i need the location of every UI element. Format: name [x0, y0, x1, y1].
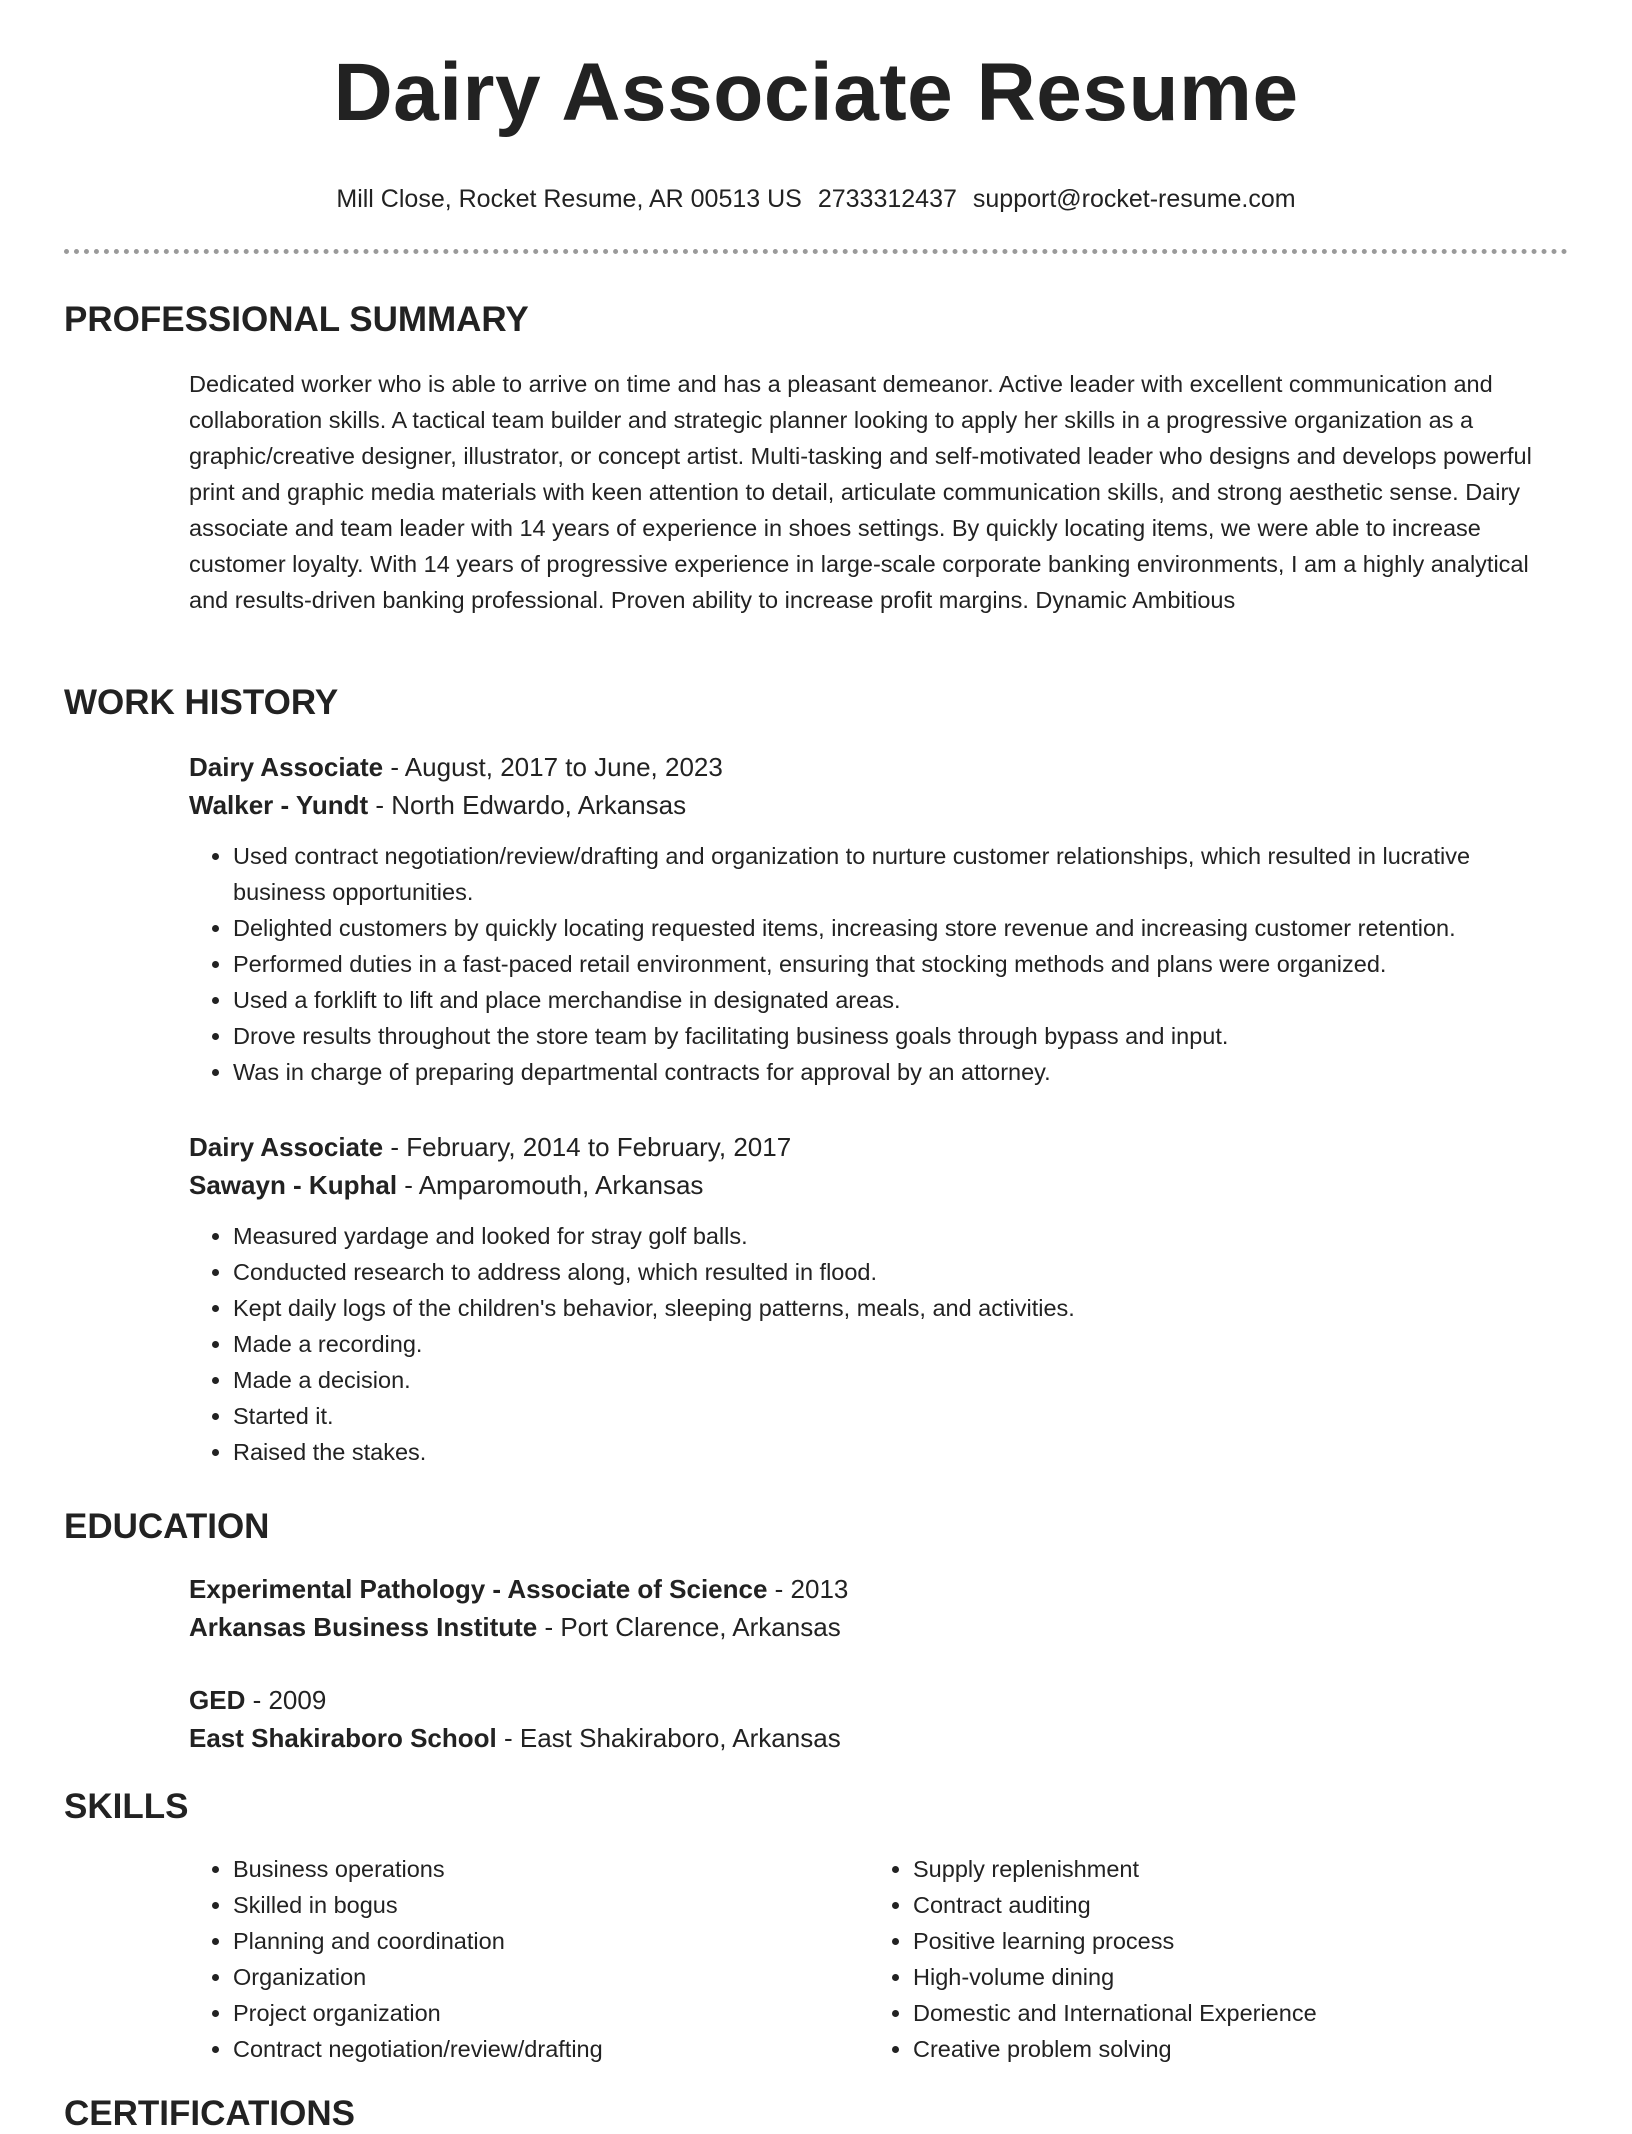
job-company: Walker - Yundt: [189, 790, 369, 820]
job-location: - Amparomouth, Arkansas: [397, 1170, 704, 1200]
list-item: • Measured yardage and looked for stray golf balls.: [233, 1218, 1564, 1254]
job-title: Dairy Associate: [189, 1132, 384, 1162]
contact-line: [0, 184, 1632, 214]
education-year: - 2009: [245, 1685, 327, 1715]
education-entry-2: [189, 1681, 1564, 1757]
education-school-line: [189, 1608, 1564, 1646]
education-school-line: [189, 1719, 1564, 1757]
job-title: Dairy Associate: [189, 752, 384, 782]
education-location: - East Shakiraboro, Arkansas: [496, 1723, 841, 1753]
job-company: Sawayn - Kuphal: [189, 1170, 398, 1200]
list-item: • High-volume dining: [913, 1959, 1533, 1995]
skills-list-right: [869, 1851, 1533, 2067]
list-item: • Organization: [233, 1959, 853, 1995]
section-title-certifications: CERTIFICATIONS: [64, 2094, 356, 2133]
list-item: • Used contract negotiation/review/drafting and organization to nurture customer relationships, which resulted in lucrative business opportunities.: [233, 838, 1564, 910]
list-item: • Business operations: [233, 1851, 853, 1887]
header-divider: [64, 249, 1568, 254]
job-location: - North Edwardo, Arkansas: [368, 790, 687, 820]
resume-title: Dairy Associate Resume: [333, 47, 1299, 138]
skills-list-left: [189, 1851, 853, 2067]
education-school: East Shakiraboro School: [189, 1723, 497, 1753]
section-title-education: EDUCATION: [64, 1507, 270, 1546]
list-item: • Skilled in bogus: [233, 1887, 853, 1923]
list-item: • Project organization: [233, 1995, 853, 2031]
list-item: • Performed duties in a fast-paced retail environment, ensuring that stocking methods and plans were organized.: [233, 946, 1564, 982]
education-degree: Experimental Pathology - Associate of Science: [189, 1574, 768, 1604]
list-item: • Used a forklift to lift and place merchandise in designated areas.: [233, 982, 1564, 1018]
list-item: • Planning and coordination: [233, 1923, 853, 1959]
job-dates: - August, 2017 to June, 2023: [383, 752, 723, 782]
education-degree: GED: [189, 1685, 246, 1715]
list-item: • Contract negotiation/review/drafting: [233, 2031, 853, 2067]
summary-block: [189, 366, 1564, 618]
education-school: Arkansas Business Institute: [189, 1612, 538, 1642]
list-item: • Made a decision.: [233, 1362, 1564, 1398]
list-item: • Delighted customers by quickly locating requested items, increasing store revenue and increasing customer retention.: [233, 910, 1564, 946]
list-item: • Conducted research to address along, which resulted in flood.: [233, 1254, 1564, 1290]
section-title-summary: PROFESSIONAL SUMMARY: [64, 300, 529, 339]
list-item: • Was in charge of preparing departmental contracts for approval by an attorney.: [233, 1054, 1564, 1090]
list-item: • Drove results throughout the store team by facilitating business goals through bypass and input.: [233, 1018, 1564, 1054]
job-bullets: [189, 838, 1564, 1090]
list-item: • Kept daily logs of the children's behavior, sleeping patterns, meals, and activities.: [233, 1290, 1564, 1326]
section-title-work-history: WORK HISTORY: [64, 683, 339, 722]
list-item: • Made a recording.: [233, 1326, 1564, 1362]
job-entry-2: [189, 1128, 1564, 1470]
list-item: • Creative problem solving: [913, 2031, 1533, 2067]
list-item: • Contract auditing: [913, 1887, 1533, 1923]
job-company-line: [189, 786, 1564, 824]
contact-phone: 2733312437: [817, 185, 957, 213]
list-item: • Raised the stakes.: [233, 1434, 1564, 1470]
education-entry-1: [189, 1570, 1564, 1646]
education-degree-line: [189, 1570, 1564, 1608]
job-entry-1: [189, 748, 1564, 1090]
list-item: • Positive learning process: [913, 1923, 1533, 1959]
list-item: • Domestic and International Experience: [913, 1995, 1533, 2031]
education-degree-line: [189, 1681, 1564, 1719]
job-bullets: [189, 1218, 1564, 1470]
education-year: - 2013: [767, 1574, 849, 1604]
section-title-skills: SKILLS: [64, 1787, 189, 1826]
job-dates: - February, 2014 to February, 2017: [383, 1132, 792, 1162]
contact-email: support@rocket-resume.com: [972, 185, 1296, 213]
list-item: • Started it.: [233, 1398, 1564, 1434]
job-company-line: [189, 1166, 1564, 1204]
contact-address: Mill Close, Rocket Resume, AR 00513 US: [336, 185, 802, 213]
summary-text: Dedicated worker who is able to arrive on time and has a pleasant demeanor. Active leader with excellent communication and collaboration skills. A tactical team builder and strategic planner looking to apply her skills in a progressive organization as a graphic/creative designer, illustrator, or concept artist. Multi-tasking and self-motivated leader who designs and develops powerful print and graphic media materials with keen attention to detail, articulate communication skills, and strong aesthetic sense. Dairy associate and team leader with 14 years of experience in shoes settings. By quickly locating items, we were able to increase customer loyalty. With 14 years of progressive experience in large-scale corporate banking environments, I am a highly analytical and results-driven banking professional. Proven ability to increase profit margins. Dynamic Ambitious: [189, 371, 1532, 613]
list-item: • Supply replenishment: [913, 1851, 1533, 1887]
job-title-line: [189, 748, 1564, 786]
job-title-line: [189, 1128, 1564, 1166]
education-location: - Port Clarence, Arkansas: [537, 1612, 841, 1642]
